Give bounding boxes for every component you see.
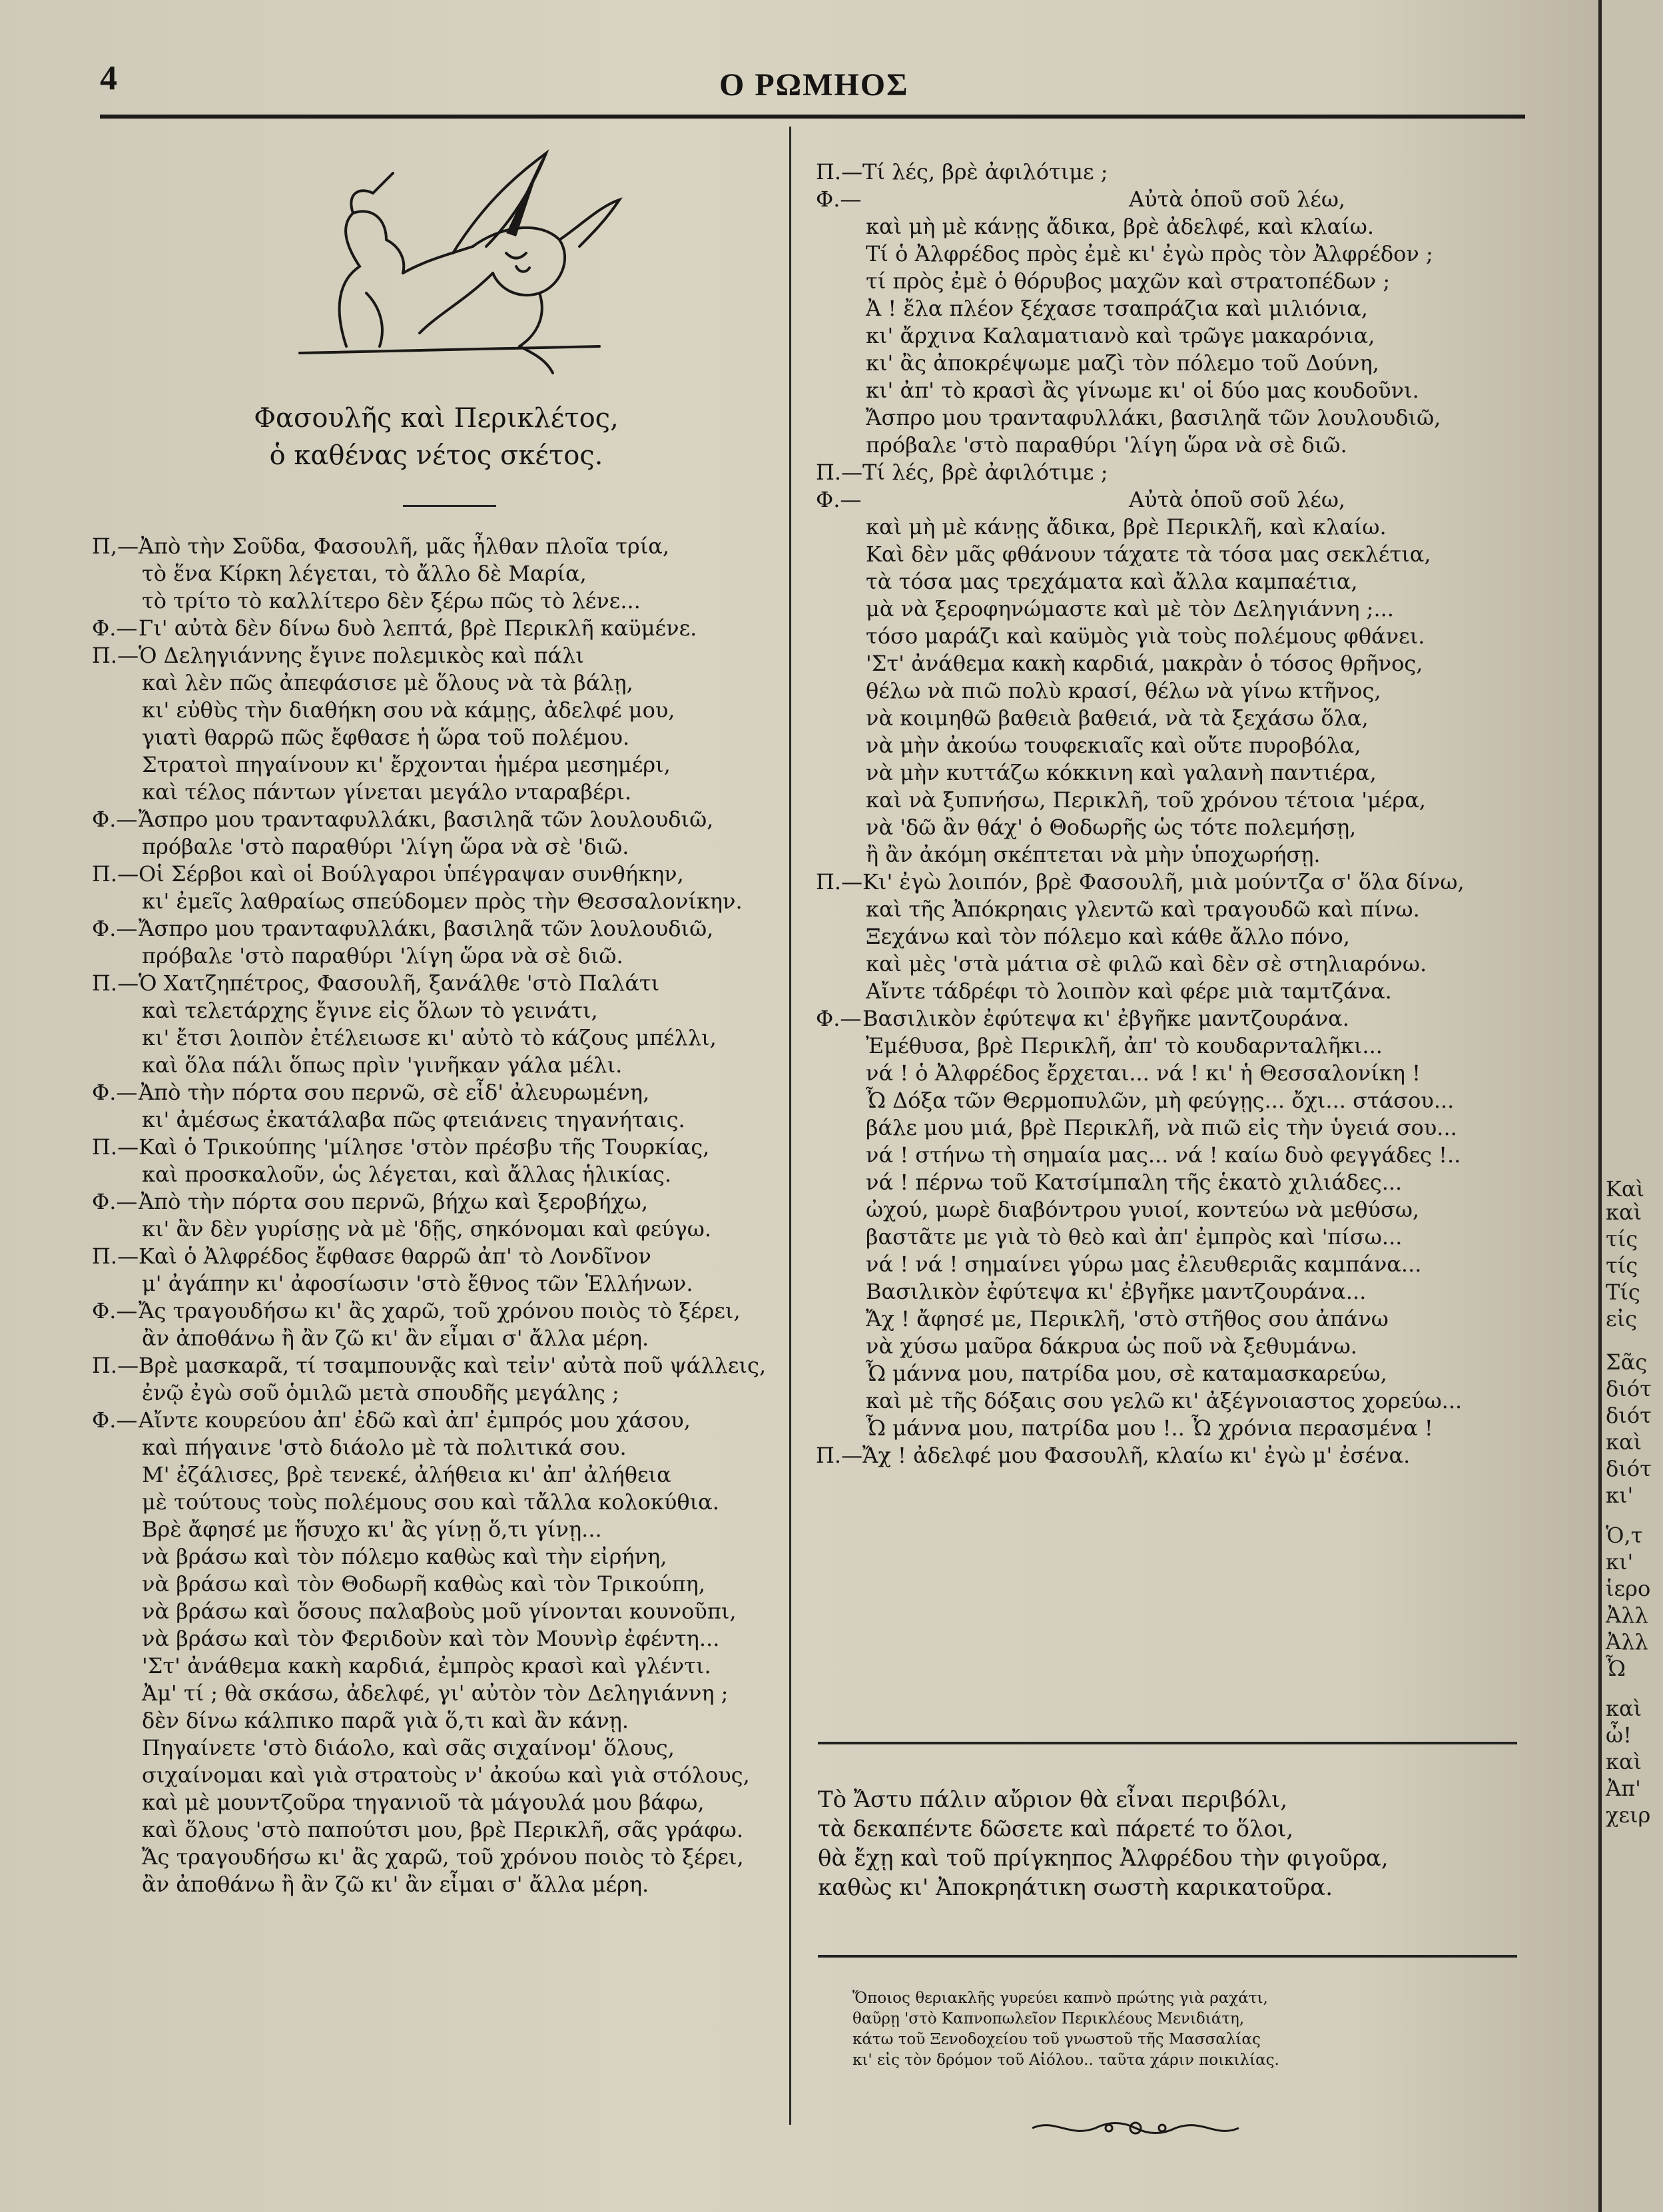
- speaker-label: Φ.—: [92, 615, 138, 641]
- dialogue-text: καὶ πήγαινε 'στὸ διάολο μὲ τὰ πολιτικά σου.: [142, 1435, 627, 1460]
- dialogue-line: [92, 1161, 785, 1188]
- dialogue-text: Κι' ἐγὼ λοιπόν, βρὲ Φασουλῆ, μιὰ μούντζα σ' ὅλα δίνω,: [862, 869, 1465, 895]
- dialogue-line: [816, 432, 1522, 459]
- dialogue-line: [92, 1816, 785, 1844]
- dialogue-text: ἂν ἀποθάνω ἢ ἂν ζῶ κι' ἂν εἶμαι σ' ἄλλα μέρη.: [142, 1872, 649, 1897]
- adjacent-page-fragment: Ἀλλ: [1606, 1629, 1648, 1655]
- dialogue-line: [816, 1224, 1522, 1251]
- dialogue-line: [92, 1052, 785, 1079]
- dialogue-line: [92, 1707, 785, 1734]
- dialogue-line: [92, 1243, 785, 1270]
- dialogue-line: [816, 377, 1522, 404]
- dialogue-line: [816, 1387, 1522, 1415]
- dialogue-line: [816, 1087, 1522, 1114]
- dialogue-text: θέλω νὰ πιῶ πολὺ κρασί, θέλω νὰ γίνω κτῆνος,: [866, 678, 1381, 703]
- dialogue-line: [92, 615, 785, 642]
- dialogue-text: πρόβαλε 'στὸ παραθύρι 'λίγη ὥρα νὰ σὲ διῶ.: [866, 432, 1347, 458]
- dialogue-text: καὶ τέλος πάντων γίνεται μεγάλο νταραβέρι.: [142, 779, 632, 805]
- dialogue-text: νὰ βράσω καὶ τὸν Θοδωρῆ καθὼς καὶ τὸν Τρικούπη,: [142, 1571, 705, 1597]
- dialogue-line: [816, 869, 1522, 896]
- adjacent-page-fragment: Ἀλλ: [1606, 1603, 1648, 1628]
- dialogue-text: καὶ ὅλα πάλι ὅπως πρὶν 'γινῆκαν γάλα μέλι.: [142, 1052, 623, 1078]
- dialogue-text: τὸ τρίτο τὸ καλλίτερο δὲν ξέρω πῶς τὸ λένε...: [142, 588, 641, 613]
- dialogue-text: καὶ μὴ μὲ κάνῃς ἄδικα, βρὲ Περικλῆ, καὶ κλαίω.: [866, 514, 1387, 540]
- adjacent-page-edge: [1602, 0, 1663, 2212]
- dialogue-text: Ἀπὸ τὴν Σοῦδα, Φασουλῆ, μᾶς ἦλθαν πλοῖα τρία,: [139, 534, 670, 559]
- dialogue-line: [816, 705, 1522, 732]
- dialogue-line: [816, 350, 1522, 377]
- dialogue-text: νὰ μὴν κυττάζω κόκκινη καὶ γαλανὴ παντιέρα,: [866, 760, 1377, 785]
- dialogue-line: [92, 669, 785, 697]
- speaker-label: Φ.—: [92, 1189, 138, 1214]
- dialogue-line: [92, 1297, 785, 1325]
- dialogue-text: Βρὲ μασκαρᾶ, τί τσαμπουνᾷς καὶ τεἰν' αὐτὰ ποῦ ψάλλεις,: [139, 1353, 767, 1378]
- asty-line: τὰ δεκαπέντε δῶσετε καὶ πάρετέ το ὅλοι,: [818, 1816, 1294, 1842]
- dialogue-line: [92, 1844, 785, 1871]
- dialogue-text: Ἄσπρο μου τρανταφυλλάκι, βασιληᾶ τῶν λουλουδιῶ,: [139, 807, 714, 832]
- dialogue-text: Ἄς τραγουδήσω κι' ἂς χαρῶ, τοῦ χρόνου ποιὸς τὸ ξέρει,: [142, 1844, 744, 1870]
- dialogue-text: Στρατοὶ πηγαίνουν κι' ἔρχονται ἡμέρα μεσημέρι,: [142, 752, 671, 777]
- tobacco-advert: [852, 1988, 1518, 2071]
- dialogue-line: [816, 732, 1522, 759]
- adjacent-page-fragment: τίς: [1606, 1226, 1638, 1252]
- dialogue-text: Βρὲ ἄφησέ με ἥσυχο κι' ἂς γίνῃ ὅ,τι γίνῃ...: [142, 1517, 602, 1542]
- dialogue-text: Αὐτὰ ὁποῦ σοῦ λέω,: [1129, 186, 1346, 212]
- speaker-label: Φ.—: [92, 1080, 138, 1105]
- dialogue-line: [92, 1516, 785, 1543]
- dialogue-text: κι' ἀμέσως ἐκατάλαβα πῶς φτειάνεις τηγανήταις.: [142, 1107, 685, 1132]
- dialogue-line: [816, 1415, 1522, 1442]
- dialogue-line: [92, 1489, 785, 1516]
- dialogue-text: νὰ βράσω καὶ ὅσους παλαβοὺς μοῦ γίνονται κουνοῦπι,: [142, 1599, 737, 1624]
- dialogue-text: Βασιλικὸν ἐφύτεψα κι' ἐβγῆκε μαντζουράνα...: [866, 1279, 1367, 1304]
- speaker-label: Π.—: [92, 1244, 139, 1269]
- dialogue-text: κι' ἂν δὲν γυρίσῃς νὰ μὲ 'δῇς, σηκόνομαι καὶ φεύγω.: [142, 1216, 712, 1242]
- dialogue-text: σιχαίνομαι καὶ γιὰ στρατοὺς ν' ἀκούω καὶ γιὰ στόλους,: [142, 1762, 750, 1788]
- dialogue-text: κι' ἐμεῖς λαθραίως σπεύδομεν πρὸς τὴν Θεσσαλονίκην.: [142, 889, 743, 914]
- dialogue-text: τὰ τόσα μας τρεχάματα καὶ ἄλλα καμπαέτια,: [866, 569, 1358, 594]
- adjacent-page-fragment: Καὶ: [1606, 1176, 1645, 1202]
- dialogue-line: [816, 677, 1522, 705]
- header-rule: [100, 115, 1525, 119]
- dialogue-text: Αἴντε κουρεύου ἀπ' ἐδῶ καὶ ἀπ' ἐμπρός μου χάσου,: [139, 1407, 691, 1433]
- dialogue-line: [816, 404, 1522, 432]
- dialogue-line: [816, 486, 1522, 514]
- dialogue-text: τόσο μαράζι καὶ καϋμὸς γιὰ τοὺς πολέμους φθάνει.: [866, 623, 1425, 649]
- speaker-label: Φ.—: [816, 487, 862, 512]
- dialogue-text: νὰ μὴν ἀκούω τουφεκιαῖς καὶ οὔτε πυροβόλα,: [866, 733, 1361, 758]
- speaker-label: Φ.—: [816, 186, 862, 212]
- caricature-illustration: [286, 147, 633, 386]
- dialogue-text: καὶ προσκαλοῦν, ὡς λέγεται, καὶ ἄλλας ἡλικίας.: [142, 1162, 672, 1187]
- dialogue-text: μ' ἀγάπην κι' ἀφοσίωσιν 'στὸ ἔθνος τῶν Ἑλλήνων.: [142, 1271, 693, 1296]
- dialogue-line: [92, 942, 785, 970]
- dialogue-text: καὶ μὲ μουντζοῦρα τηγανιοῦ τὰ μάγουλά μου βάφω,: [142, 1790, 705, 1815]
- speaker-label: Π.—: [816, 460, 863, 485]
- dialogue-text: Γι' αὐτὰ δὲν δίνω δυὸ λεπτά, βρὲ Περικλῆ καϋμένε.: [139, 615, 697, 641]
- dialogue-text: Ὁ Δεληγιάννης ἔγινε πολεμικὸς καὶ πάλι: [139, 643, 584, 668]
- dialogue-text: Ἀμ' τί ; θὰ σκάσω, ἀδελφέ, γι' αὐτὸν τὸν Δεληγιάννη ;: [142, 1680, 729, 1706]
- caption-line: ὁ καθένας νέτος σκέτος.: [269, 440, 603, 471]
- dialogue-line: [816, 295, 1522, 322]
- dialogue-text: Ἄς τραγουδήσω κι' ἂς χαρῶ, τοῦ χρόνου ποιὸς τὸ ξέρει,: [139, 1298, 741, 1323]
- dialogue-line: [816, 1442, 1522, 1469]
- dialogue-line: [92, 1079, 785, 1106]
- dialogue-line: [816, 650, 1522, 677]
- left-column-dialogue: [92, 533, 785, 1898]
- dialogue-text: κι' ἀπ' τὸ κρασὶ ἂς γίνωμε κι' οἱ δύο μας κουδοῦνι.: [866, 378, 1419, 403]
- right-column-dialogue: [816, 159, 1522, 1469]
- dialogue-line: [92, 1680, 785, 1707]
- dialogue-line: [816, 814, 1522, 841]
- dialogue-line: [92, 1407, 785, 1434]
- dialogue-line: [816, 759, 1522, 787]
- dialogue-line: [92, 1270, 785, 1297]
- dialogue-text: 'Στ' ἀνάθεμα κακὴ καρδιά, ἐμπρὸς κρασὶ καὶ γλέντι.: [142, 1653, 711, 1678]
- dialogue-text: κι' ἔτσι λοιπὸν ἐτέλειωσε κι' αὐτὸ τὸ κάζους μπέλλι,: [142, 1025, 717, 1050]
- caption-line: Φασουλῆς καὶ Περικλέτος,: [254, 403, 619, 434]
- speaker-label: Φ.—: [92, 1407, 138, 1433]
- dialogue-text: Ἄχ ! ἄφησέ με, Περικλῆ, 'στὸ στῆθος σου ἀπάνω: [866, 1306, 1389, 1331]
- dialogue-line: [816, 1032, 1522, 1060]
- section-rule: [818, 1742, 1517, 1744]
- dialogue-line: [92, 861, 785, 888]
- dialogue-text: Μ' ἐζάλισες, βρὲ τενεκέ, ἀλήθεια κι' ἀπ' ἀλήθεια: [142, 1462, 671, 1487]
- dialogue-text: καὶ μὲ τῆς δόξαις σου γελῶ κι' ἀξέγνοιαστος χορεύω...: [866, 1388, 1463, 1413]
- dialogue-line: [92, 560, 785, 587]
- asty-line: καθὼς κι' Ἀποκρηάτικη σωστὴ καρικατοῦρα.: [818, 1874, 1333, 1901]
- dialogue-text: καὶ ὅλους 'στὸ παπούτσι μου, βρὲ Περικλῆ, σᾶς γράφω.: [142, 1817, 744, 1842]
- adjacent-page-fragment: καὶ: [1606, 1429, 1642, 1455]
- dialogue-line: [92, 970, 785, 997]
- dialogue-line: [816, 459, 1522, 486]
- speaker-label: Φ.—: [816, 1006, 862, 1031]
- asty-line: θὰ ἔχῃ καὶ τοῦ πρίγκηπος Ἀλφρέδου τὴν φιγοῦρα,: [818, 1845, 1389, 1872]
- dialogue-line: [92, 1598, 785, 1625]
- dialogue-text: Ἄσπρο μου τρανταφυλλάκι, βασιληᾶ τῶν λουλουδιῶ,: [139, 916, 714, 941]
- dialogue-text: καὶ νὰ ξυπνήσω, Περικλῆ, τοῦ χρόνου τέτοια 'μέρα,: [866, 787, 1426, 813]
- dialogue-line: [816, 1278, 1522, 1305]
- dialogue-line: [92, 806, 785, 833]
- adjacent-page-fragment: καὶ: [1606, 1696, 1642, 1721]
- dialogue-text: Τί λές, βρὲ ἀφιλότιμε ;: [862, 460, 1108, 485]
- dialogue-text: καὶ λὲν πῶς ἀπεφάσισε μὲ ὅλους νὰ τὰ βάλῃ,: [142, 670, 633, 695]
- dialogue-text: Τί λές, βρὲ ἀφιλότιμε ;: [862, 159, 1108, 184]
- dialogue-line: [92, 1134, 785, 1161]
- dialogue-text: Ὦ μάννα μου, πατρίδα μου, σὲ καταμασκαρεύω,: [866, 1361, 1387, 1386]
- dialogue-text: Αὐτὰ ὁποῦ σοῦ λέω,: [1129, 487, 1346, 512]
- dialogue-line: [816, 896, 1522, 923]
- dialogue-text: γιατὶ θαρρῶ πῶς ἔφθασε ἡ ὥρα τοῦ πολέμου.: [142, 725, 630, 750]
- adjacent-page-fragment: Τίς: [1606, 1280, 1640, 1305]
- speaker-label: Π.—: [816, 159, 863, 184]
- dialogue-line: [816, 240, 1522, 268]
- dialogue-line: [816, 1251, 1522, 1278]
- dialogue-text: Αἴντε τάδρέφι τὸ λοιπὸν καὶ φέρε μιὰ ταμτζάνα.: [866, 978, 1392, 1004]
- dialogue-line: [92, 1352, 785, 1379]
- dialogue-text: μὲ τούτους τοὺς πολέμους σου καὶ τἄλλα κολοκύθια.: [142, 1489, 719, 1515]
- dialogue-line: [816, 322, 1522, 350]
- adjacent-page-fragment: διότ: [1606, 1403, 1652, 1428]
- dialogue-text: καὶ μὴ μὲ κάνῃς ἄδικα, βρὲ ἀδελφέ, καὶ κλαίω.: [866, 214, 1375, 239]
- dialogue-text: νὰ βράσω καὶ τὸν πόλεμο καθὼς καὶ τὴν εἰρήνη,: [142, 1544, 667, 1569]
- dialogue-line: [92, 1434, 785, 1461]
- dialogue-line: [92, 533, 785, 560]
- dialogue-text: Οἱ Σέρβοι καὶ οἱ Βούλγαροι ὑπέγραψαν συνθήκην,: [139, 861, 684, 887]
- column-divider: [789, 127, 791, 2125]
- speaker-label: Π.—: [92, 1134, 139, 1160]
- illustration-caption: [220, 400, 653, 474]
- adjacent-page-fragment: κι': [1606, 1483, 1634, 1508]
- advert-line: θαῦρῃ 'στὸ Καπνοπωλεῖον Περικλέους Μενιδιάτη,: [852, 2010, 1245, 2028]
- dialogue-text: κι' εὐθὺς τὴν διαθήκη σου νὰ κάμῃς, ἀδελφέ μου,: [142, 697, 675, 723]
- dialogue-line: [816, 159, 1522, 186]
- dialogue-line: [816, 623, 1522, 650]
- dialogue-text: Ἀ ! ἔλα πλέον ξέχασε τσαπράζια καὶ μιλιόνια,: [866, 296, 1368, 321]
- dialogue-text: μὰ νὰ ξεροφηνώμαστε καὶ μὲ τὸν Δεληγιάννη ;...: [866, 596, 1394, 621]
- dialogue-line: [92, 1188, 785, 1216]
- speaker-label: Π.—: [92, 861, 139, 887]
- ornament-flourish: [1029, 2115, 1242, 2141]
- dialogue-line: [92, 1325, 785, 1352]
- dialogue-line: [816, 1142, 1522, 1169]
- dialogue-text: ἢ ἂν ἀκόμη σκέπτεται νὰ μὴν ὑποχωρήσῃ.: [866, 842, 1321, 867]
- adjacent-page-fragment: διότ: [1606, 1456, 1652, 1481]
- dialogue-text: Ὁ Χατζηπέτρος, Φασουλῆ, ξανάλθε 'στὸ Παλάτι: [139, 970, 660, 996]
- dialogue-line: [92, 697, 785, 724]
- dialogue-line: [92, 888, 785, 915]
- dialogue-text: νά ! στήνω τὴ σημαία μας... νά ! καίω δυὸ φεγγάδες !..: [866, 1142, 1461, 1168]
- dialogue-text: Ὦ μάννα μου, πατρίδα μου !.. Ὦ χρόνια περασμένα !: [866, 1415, 1433, 1441]
- asty-announcement: [818, 1785, 1517, 1902]
- dialogue-text: Βασιλικὸν ἐφύτεψα κι' ἐβγῆκε μαντζουράνα.: [862, 1006, 1349, 1031]
- adjacent-page-fragment: Ὁ,τ: [1606, 1523, 1643, 1548]
- dialogue-text: νὰ χύσω μαῦρα δάκρυα ὡς ποῦ νὰ ξεθυμάνω.: [866, 1333, 1357, 1359]
- adjacent-page-fragment: καὶ: [1606, 1200, 1642, 1225]
- adjacent-page-fragment: Ἀπ': [1606, 1776, 1641, 1801]
- dialogue-text: Ἐμέθυσα, βρὲ Περικλῆ, ἀπ' τὸ κουδαρνταλῆκι...: [866, 1033, 1383, 1058]
- dialogue-text: κι' ἂς ἀποκρέψωμε μαζὶ τὸν πόλεμο τοῦ Δούνη,: [866, 350, 1379, 376]
- dialogue-text: δὲν δίνω κάλπικο παρᾶ γιὰ ὅ,τι καὶ ἂν κάνῃ.: [142, 1708, 629, 1733]
- dialogue-line: [92, 997, 785, 1024]
- dialogue-line: [92, 915, 785, 942]
- dialogue-text: Ἀπὸ τὴν πόρτα σου περνῶ, βήχω καὶ ξεροβήχω,: [139, 1189, 648, 1214]
- dialogue-text: καὶ τῆς Ἀπόκρηαις γλεντῶ καὶ τραγουδῶ καὶ πίνω.: [866, 897, 1420, 922]
- dialogue-text: νά ! πέρνω τοῦ Κατσίμπαλη τῆς ἑκατὸ χιλιάδες...: [866, 1170, 1403, 1195]
- dialogue-line: [816, 213, 1522, 240]
- dialogue-line: [816, 1333, 1522, 1360]
- dialogue-line: [92, 1024, 785, 1052]
- dialogue-line: [92, 1871, 785, 1898]
- dialogue-text: Ἄσπρο μου τρανταφυλλάκι, βασιληᾶ τῶν λουλουδιῶ,: [866, 405, 1441, 430]
- dialogue-line: [816, 978, 1522, 1005]
- speaker-label: Π.—: [92, 643, 139, 668]
- dialogue-line: [816, 541, 1522, 568]
- asty-line: Τὸ Ἄστυ πάλιν αὔριον θὰ εἶναι περιβόλι,: [818, 1786, 1288, 1813]
- dialogue-line: [816, 1005, 1522, 1032]
- dialogue-line: [92, 724, 785, 751]
- dialogue-line: [816, 514, 1522, 541]
- dialogue-line: [92, 751, 785, 779]
- speaker-label: Φ.—: [92, 916, 138, 941]
- dialogue-line: [816, 186, 1522, 213]
- dialogue-text: νά ! ὁ Ἀλφρέδος ἔρχεται... νά ! κι' ἡ Θεσσαλονίκη !: [866, 1060, 1421, 1086]
- dialogue-text: βαστᾶτε με γιὰ τὸ θεὸ καὶ ἀπ' ἐμπρὸς καὶ 'πίσω...: [866, 1224, 1403, 1250]
- advert-line: Ὅποιος θεριακλῆς γυρεύει καπνὸ πρώτης γιὰ ραχάτι,: [852, 1990, 1268, 2007]
- dialogue-text: τὸ ἕνα Κίρκη λέγεται, τὸ ἄλλο δὲ Μαρία,: [142, 561, 587, 586]
- dialogue-text: Καὶ ὁ Τρικούπης 'μίλησε 'στὸν πρέσβυ τῆς Τουρκίας,: [139, 1134, 710, 1160]
- adjacent-page-fragment: κι': [1606, 1549, 1634, 1575]
- speaker-label: Π.—: [92, 1353, 139, 1378]
- page-number: 4: [100, 59, 117, 97]
- dialogue-line: [816, 595, 1522, 623]
- dialogue-line: [92, 642, 785, 669]
- dialogue-text: κι' ἄρχινα Καλαματιανὸ καὶ τρῶγε μακαρόνια,: [866, 323, 1375, 348]
- dialogue-text: Ὦ Δόξα τῶν Θερμοπυλῶν, μὴ φεύγῃς... ὄχι... στάσου...: [866, 1088, 1455, 1113]
- dialogue-line: [92, 1653, 785, 1680]
- dialogue-line: [816, 787, 1522, 814]
- adjacent-page-fragment: εἰς: [1606, 1306, 1638, 1331]
- dialogue-text: Πηγαίνετε 'στὸ διάολο, καὶ σᾶς σιχαίνομ' ὅλους,: [142, 1735, 675, 1760]
- dialogue-line: [92, 1106, 785, 1134]
- dialogue-line: [816, 1060, 1522, 1087]
- dialogue-text: Ξεχάνω καὶ τὸν πόλεμο καὶ κάθε ἄλλο πόνο,: [866, 924, 1350, 949]
- dialogue-text: νὰ βράσω καὶ τὸν Φεριδοὺν καὶ τὸν Μουνὶρ ἐφέντη...: [142, 1626, 720, 1651]
- dialogue-line: [816, 841, 1522, 869]
- adjacent-page-fragment: χειρ: [1606, 1802, 1651, 1828]
- dialogue-text: ἂν ἀποθάνω ἢ ἂν ζῶ κι' ἂν εἶμαι σ' ἄλλα μέρη.: [142, 1325, 649, 1351]
- adjacent-page-fragment: ἱερο: [1606, 1576, 1651, 1601]
- dialogue-line: [92, 1625, 785, 1653]
- dialogue-text: πρόβαλε 'στὸ παραθύρι 'λίγη ὥρα νὰ σὲ διῶ.: [142, 943, 623, 968]
- dialogue-text: Ἀπὸ τὴν πόρτα σου περνῶ, σὲ εἶδ' ἀλευρωμένη,: [139, 1080, 650, 1105]
- dialogue-line: [92, 1789, 785, 1816]
- speaker-label: Φ.—: [92, 1298, 138, 1323]
- dialogue-text: Ἄχ ! ἀδελφέ μου Φασουλῆ, κλαίω κι' ἐγὼ μ' ἐσένα.: [862, 1443, 1411, 1468]
- dialogue-line: [816, 950, 1522, 978]
- dialogue-line: [92, 779, 785, 806]
- dialogue-text: καὶ τελετάρχης ἔγινε εἰς ὅλων τὸ γεινάτι,: [142, 998, 598, 1023]
- dialogue-line: [92, 1543, 785, 1571]
- dialogue-line: [816, 1196, 1522, 1224]
- dialogue-line: [816, 1305, 1522, 1333]
- dialogue-text: νὰ 'δῶ ἂν θάχ' ὁ Θοδωρῆς ὡς τότε πολεμήσῃ,: [866, 815, 1357, 840]
- speaker-label: Π.—: [816, 869, 863, 895]
- dialogue-line: [816, 268, 1522, 295]
- speaker-label: Π.—: [92, 970, 139, 996]
- masthead-title: Ο ΡΩΜΗΟΣ: [719, 67, 909, 103]
- speaker-label: Π,—: [92, 534, 139, 559]
- caption-rule: [403, 505, 496, 507]
- dialogue-text: ἐνῷ ἐγὼ σοῦ ὁμιλῶ μετὰ σπουδῆς μεγάλης ;: [142, 1380, 619, 1405]
- dialogue-text: βάλε μου μιά, βρὲ Περικλῆ, νὰ πιῶ εἰς τὴν ὑγειά σου...: [866, 1115, 1457, 1140]
- speaker-label: Φ.—: [92, 807, 138, 832]
- adjacent-page-fragment: διότ: [1606, 1376, 1652, 1401]
- dialogue-text: πρόβαλε 'στὸ παραθύρι 'λίγη ὥρα νὰ σὲ 'διῶ.: [142, 834, 629, 859]
- dialogue-text: Καὶ ὁ Ἀλφρέδος ἔφθασε θαρρῶ ἀπ' τὸ Λονδῖνον: [139, 1244, 651, 1269]
- adjacent-page-fragment: Ὦ: [1606, 1656, 1626, 1681]
- dialogue-text: καὶ μὲς 'στὰ μάτια σὲ φιλῶ καὶ δὲν σὲ στηλιαρόνω.: [866, 951, 1427, 976]
- dialogue-text: Καὶ δὲν μᾶς φθάνουν τάχατε τὰ τόσα μας σεκλέτια,: [866, 542, 1431, 567]
- adjacent-page-fragment: ὦ!: [1606, 1722, 1632, 1748]
- dialogue-line: [92, 833, 785, 861]
- dialogue-text: νά ! νά ! σημαίνει γύρω μας ἐλευθεριᾶς καμπάνα...: [866, 1252, 1422, 1277]
- dialogue-line: [92, 1461, 785, 1489]
- dialogue-line: [816, 568, 1522, 595]
- dialogue-line: [92, 587, 785, 615]
- dialogue-line: [816, 1360, 1522, 1387]
- advert-line: κι' εἰς τὸν δρόμον τοῦ Αἰόλου.. ταῦτα χάριν ποικιλίας.: [852, 2051, 1279, 2069]
- dialogue-text: νὰ κοιμηθῶ βαθειὰ βαθειά, νὰ τὰ ξεχάσω ὅλα,: [866, 705, 1369, 731]
- speaker-label: Π.—: [816, 1443, 863, 1468]
- section-rule: [818, 1955, 1517, 1958]
- dialogue-line: [92, 1216, 785, 1243]
- dialogue-line: [92, 1571, 785, 1598]
- adjacent-page-fragment: καὶ: [1606, 1749, 1642, 1774]
- adjacent-page-fragment: Σᾶς: [1606, 1349, 1648, 1375]
- dialogue-line: [816, 923, 1522, 950]
- advert-line: κάτω τοῦ Ξενοδοχείου τοῦ γνωστοῦ τῆς Μασσαλίας: [852, 2031, 1261, 2048]
- dialogue-line: [816, 1114, 1522, 1142]
- dialogue-line: [92, 1734, 785, 1762]
- adjacent-page-fragment: τίς: [1606, 1253, 1638, 1278]
- dialogue-text: ὠχού, μωρὲ διαβόντρου γυιοί, κοντεύω νὰ μεθύσω,: [866, 1197, 1420, 1222]
- dialogue-line: [92, 1379, 785, 1407]
- dialogue-line: [816, 1169, 1522, 1196]
- dialogue-text: Τί ὁ Ἀλφρέδος πρὸς ἐμὲ κι' ἐγὼ πρὸς τὸν Ἀλφρέδον ;: [866, 241, 1433, 266]
- dialogue-text: τί πρὸς ἐμὲ ὁ θόρυβος μαχῶν καὶ στρατοπέδων ;: [866, 268, 1391, 294]
- dialogue-text: 'Στ' ἀνάθεμα κακὴ καρδιά, μακρὰν ὁ τόσος θρῆνος,: [866, 651, 1423, 676]
- dialogue-line: [92, 1762, 785, 1789]
